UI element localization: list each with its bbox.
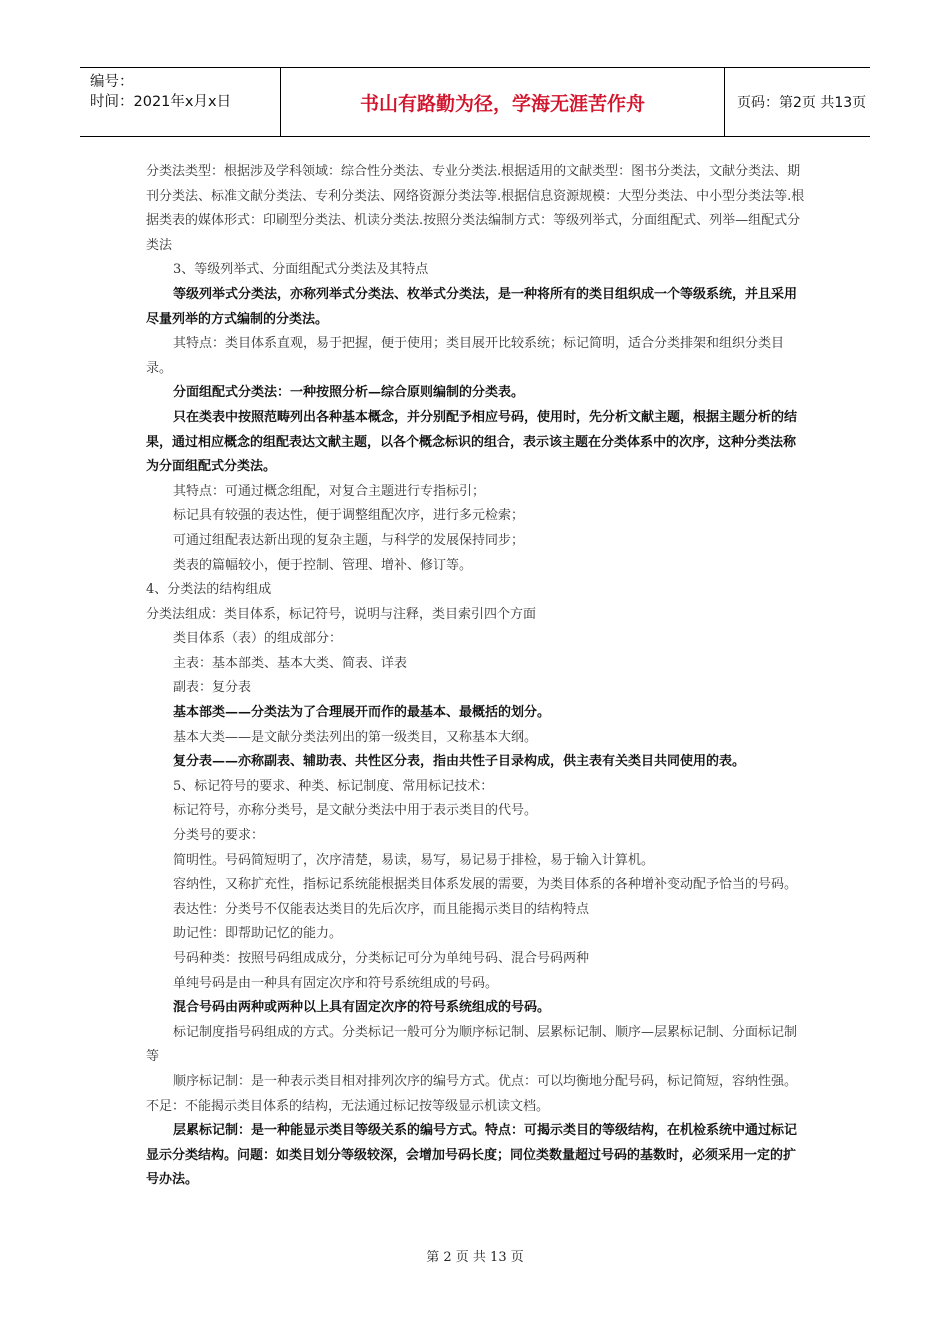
paragraph-mnemonics: 助记性：即帮助记忆的能力。: [173, 926, 343, 942]
paragraph-notation-systems: 标记制度指号码组成的方式。分类标记一般可分为顺序标记制、层累标记制、顺序—层累标记制、分面标记制等: [146, 1024, 798, 1065]
paragraph-composition: 分类法组成：类目体系，标记符号，说明与注释，类目索引四个方面: [146, 606, 537, 622]
paragraph-basic-class: 基本大类——是文献分类法列出的第一级类目，又称基本大纲。: [173, 729, 538, 745]
paragraph-classification-types: 分类法类型：根据涉及学科领域：综合性分类法、专业分类法.根据适用的文献类型：图书分类法，文献分类法、期刊分类法、标准文献分类法、专利分类法、网络资源分类法等.根据信息资源规模：大型分类法、中小型分类法等.根据类表的媒体形式：印刷型分类法、机读分类法.按照分类法编制方式：等级列举式，分面组配式、列举—组配式分类法: [146, 164, 805, 253]
header-meta: [80, 68, 280, 136]
document-time: 时间：2021年x月x日: [90, 94, 232, 110]
paragraph-notation-requirements: 分类号的要求：: [173, 828, 265, 844]
paragraph-schedule-parts: 类目体系（表）的组成部分：: [173, 631, 343, 647]
paragraph-enumerative-definition: 等级列举式分类法，亦称列举式分类法、枚举式分类法，是一种将所有的类目组织成一个等级系统，并且采用尽量列举的方式编制的分类法。: [146, 286, 798, 327]
paragraph-faceted-feature-1: 其特点：可通过概念组配，对复合主题进行专指标引；: [173, 483, 486, 499]
page-header: [80, 67, 870, 137]
paragraph-expressiveness: 表达性：分类号不仅能表达类目的先后次序，而且能揭示类目的结构特点: [173, 901, 590, 917]
paragraph-notation-definition: 标记符号，亦称分类号，是文献分类法中用于表示类目的代号。: [173, 803, 538, 819]
paragraph-pure-notation: 单纯号码是由一种具有固定次序和符号系统组成的号码。: [173, 975, 499, 991]
paragraph-faceted-explanation: 只在类表中按照范畴列出各种基本概念，并分别配予相应号码，使用时，先分析文献主题，根据主题分析的结果，通过相应概念的组配表达文献主题，以各个概念标识的组合，表示该主题在分类体系中的次序，这种分类法称为分面组配式分类法。: [146, 409, 798, 475]
paragraph-common-subdivision: 复分表——亦称副表、辅助表、共性区分表，指由共性子目录构成，供主表有关类目共同使用的表。: [173, 754, 746, 770]
paragraph-hospitality: 容纳性，又称扩充性，指标记系统能根据类目体系发展的需要，为类目体系的各种增补变动配予恰当的号码。: [173, 877, 798, 893]
paragraph-faceted-definition: 分面组配式分类法：一种按照分析—综合原则编制的分类表。: [173, 385, 525, 401]
paragraph-faceted-feature-3: 可通过组配表达新出现的复杂主题，与科学的发展保持同步；: [173, 532, 525, 548]
paragraph-faceted-feature-2: 标记具有较强的表达性，便于调整组配次序，进行多元检索；: [173, 508, 525, 524]
document-body: [146, 160, 808, 1193]
paragraph-hierarchical-notation: 层累标记制：是一种能显示类目等级关系的编号方式。特点：可揭示类目的等级结构，在机检系统中通过标记显示分类结构。问题：如类目划分等级较深，会增加号码长度；同位类数量超过号码的基数时，必须采用一定的扩号办法。: [146, 1123, 798, 1188]
paragraph-main-table: 主表：基本部类、基本大类、简表、详表: [173, 655, 408, 671]
section-heading-3: 3、等级列举式、分面组配式分类法及其特点: [173, 262, 429, 278]
document-number-label: 编号：: [90, 74, 134, 90]
header-page-info: 页码：第2页 共13页: [737, 95, 867, 111]
page-footer: 第 2 页 共 13 页: [426, 1250, 524, 1265]
paragraph-ordinal-notation: 顺序标记制：是一种表示类目相对排列次序的编号方式。优点：可以均衡地分配号码，标记简短，容纳性强。不足：不能揭示类目体系的结构，无法通过标记按等级显示机读文档。: [146, 1073, 798, 1114]
paragraph-enumerative-features: 其特点：类目体系直观，易于把握，便于使用；类目展开比较系统；标记简明，适合分类排架和组织分类目录。: [146, 336, 785, 376]
paragraph-mixed-notation: 混合号码由两种或两种以上具有固定次序的符号系统组成的号码。: [173, 1000, 551, 1016]
paragraph-auxiliary-table: 副表：复分表: [173, 680, 252, 696]
paragraph-basic-division: 基本部类——分类法为了合理展开而作的最基本、最概括的划分。: [173, 705, 551, 721]
paragraph-simplicity: 简明性。号码简短明了，次序清楚，易读，易写，易记易于排检，易于输入计算机。: [173, 852, 655, 868]
paragraph-notation-types: 号码种类：按照号码组成成分，分类标记可分为单纯号码、混合号码两种: [173, 951, 590, 966]
header-motto: 书山有路勤为径，学海无涯苦作舟: [280, 68, 725, 136]
paragraph-faceted-feature-4: 类表的篇幅较小，便于控制、管理、增补、修订等。: [173, 557, 473, 573]
section-heading-5: 5、标记符号的要求、种类、标记制度、常用标记技术：: [173, 778, 494, 794]
section-heading-4: 4、分类法的结构组成: [146, 582, 272, 598]
